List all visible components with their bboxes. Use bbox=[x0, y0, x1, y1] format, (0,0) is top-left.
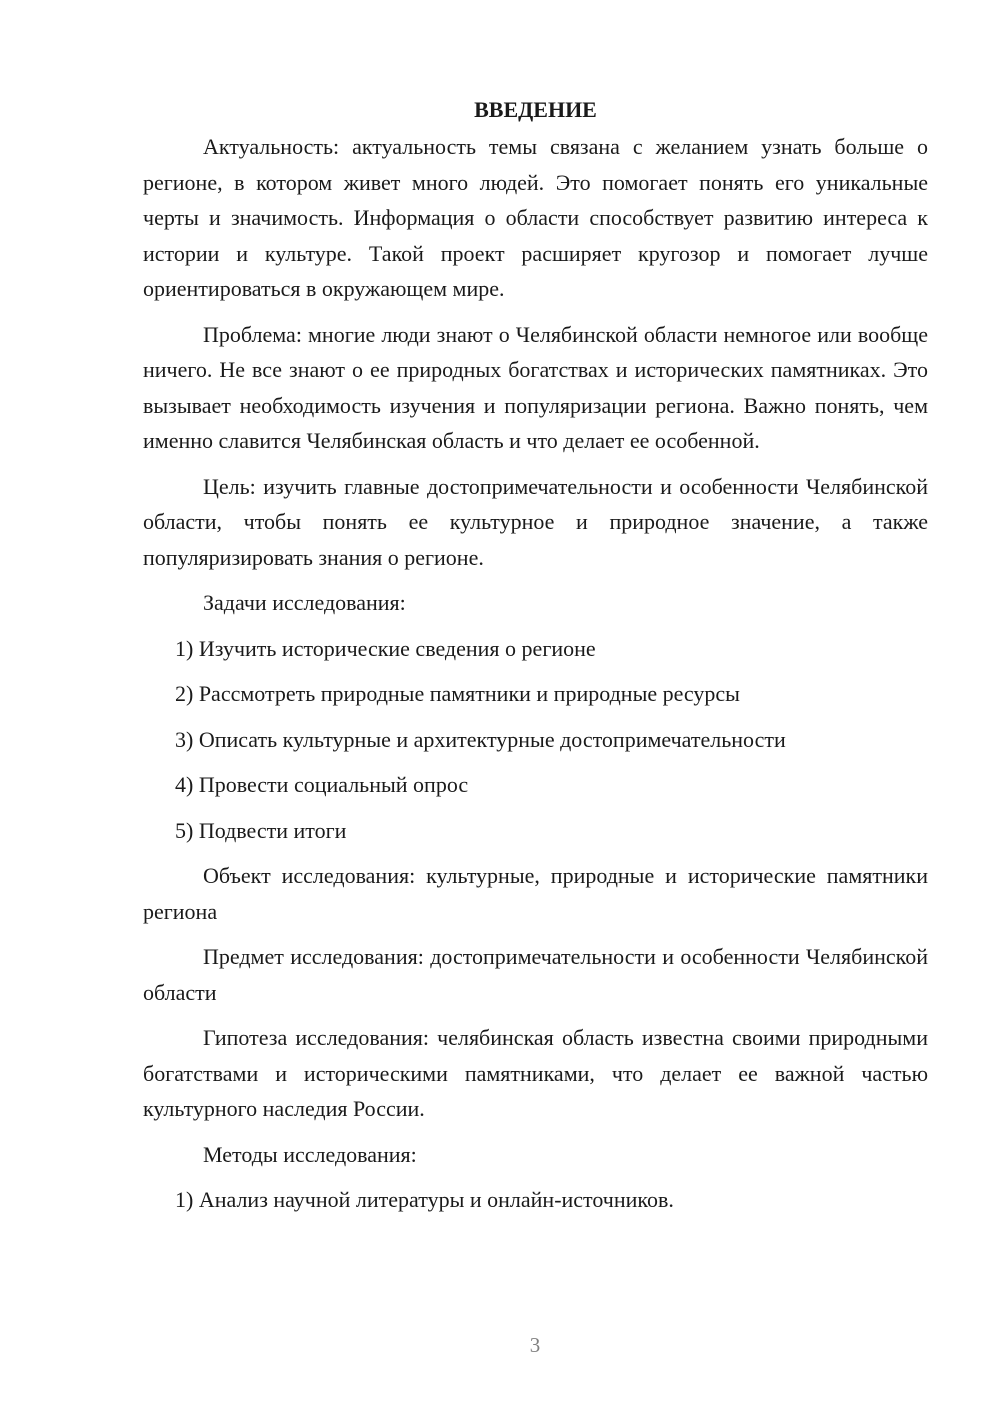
task-item: 3) Описать культурные и архитектурные достопримечательности bbox=[175, 726, 786, 752]
page-content bbox=[143, 92, 928, 1228]
page-title: ВВЕДЕНИЕ bbox=[474, 97, 597, 122]
goal-paragraph: Цель: изучить главные достопримечательности и особенности Челябинской области, чтобы понять ее культурное и природное значение, а также популяризировать знания о регионе. bbox=[143, 473, 928, 570]
hypothesis-paragraph: Гипотеза исследования: челябинская область известна своими природными богатствами и историческими памятниками, что делает ее важной частью культурного наследия России. bbox=[143, 1025, 928, 1121]
methods-heading: Методы исследования: bbox=[203, 1141, 417, 1167]
object-paragraph: Объект исследования: культурные, природные и исторические памятники региона bbox=[143, 863, 928, 924]
relevance-paragraph: Актуальность: актуальность темы связана с желанием узнать больше о регионе, в котором живет много людей. Это помогает понять его уникальные черты и значимость. Информация о области способствует развитию интереса к истории и культуре. Такой проект расширяет кругозор и помогает лучше ориентироваться в окружающем мире. bbox=[143, 134, 928, 301]
problem-paragraph: Проблема: многие люди знают о Челябинской области немногое или вообще ничего. Не все знают о ее природных богатствах и исторических памятниках. Это вызывает необходимость изучения и популяризации региона. Важно понять, чем именно славится Челябинская область и что делает ее особенной. bbox=[143, 321, 928, 453]
task-item: 2) Рассмотреть природные памятники и природные ресурсы bbox=[175, 681, 740, 706]
method-item: 1) Анализ научной литературы и онлайн-источников. bbox=[175, 1187, 674, 1212]
task-item: 1) Изучить исторические сведения о регионе bbox=[175, 635, 596, 661]
page-number: 3 bbox=[529, 1333, 541, 1357]
task-item: 4) Провести социальный опрос bbox=[175, 772, 469, 797]
subject-paragraph: Предмет исследования: достопримечательности и особенности Челябинской области bbox=[143, 944, 928, 1005]
task-item: 5) Подвести итоги bbox=[175, 817, 347, 843]
tasks-heading: Задачи исследования: bbox=[203, 590, 406, 615]
